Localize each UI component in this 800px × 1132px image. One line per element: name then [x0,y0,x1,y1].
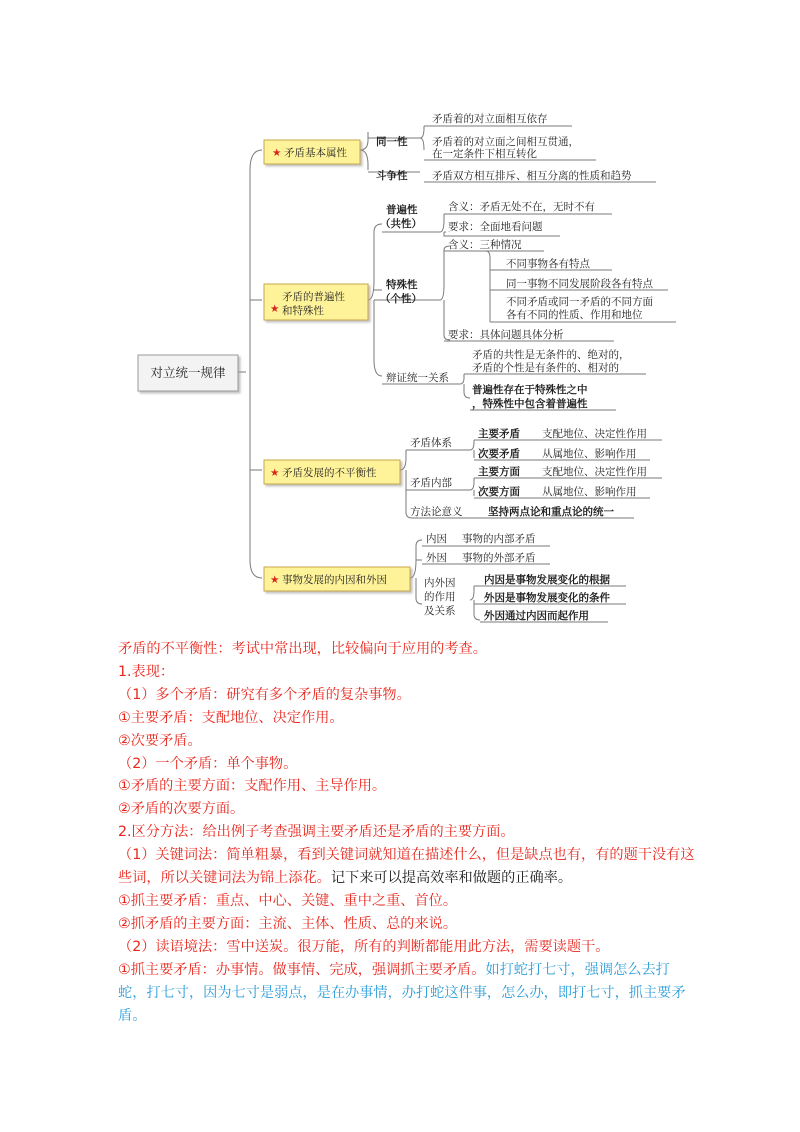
case-3-line2: 各有不同的性质、作用和地位 [506,309,643,321]
note-text: （1）关键词法：简单粗暴，看到关键词就知道在描述什么，但是缺点也有，有的题干没有这些词，所以关键词法为锦上添花。 [118,847,695,887]
minor-aspect: 次要方面 [478,486,520,498]
note-text: 记下来可以提高效率和做题的正确率。 [330,870,573,887]
note-line [118,844,698,890]
branch-box-4 [264,567,410,591]
note-text: ①抓主要矛盾：办事情。做事情、完成，强调抓主要矛盾。 [118,961,486,978]
inner-cause-description: 事物的内部矛盾 [462,533,536,545]
star-icon: ★ [272,147,282,159]
particular-meaning: 含义：三种情况 [448,239,522,251]
relation-1: 内因是事物发展变化的根据 [484,574,610,586]
note-line [118,936,698,959]
particular-label-line2: （个性） [380,293,422,305]
star-icon: ★ [270,467,280,479]
secondary-description: 从属地位、影响作用 [542,448,637,460]
universal-meaning: 含义：矛盾无处不在，无时不有 [448,201,595,213]
branch-3-details [410,427,647,518]
case-2: 同一事物不同发展阶段各有特点 [506,278,653,290]
relation-label-line1: 内外因 [424,577,456,589]
dialectic-leaf-1-line1: 矛盾的共性是无条件的、绝对的， [472,349,630,361]
note-line [118,661,698,684]
particular-requirement: 要求：具体问题具体分析 [448,329,564,341]
relation-label-line2: 的作用 [424,591,456,603]
note-line [118,730,698,753]
note-line [118,959,698,1028]
branch-label-line2: 和特殊性 [282,305,324,317]
note-text: ②矛盾的次要方面。 [118,801,245,818]
note-text: 1.表现： [118,663,175,680]
identity-label: 同一性 [376,136,408,148]
note-text: ①主要矛盾：支配地位、决定作用。 [118,709,344,726]
root-node [138,355,238,391]
star-icon: ★ [270,574,280,586]
main-aspect: 主要方面 [478,466,520,478]
branch-label: 矛盾基本属性 [284,147,347,159]
note-line [118,798,698,821]
note-line [118,821,698,844]
secondary-contradiction: 次要矛盾 [478,448,520,460]
identity-leaf-1: 矛盾着的对立面相互依存 [432,113,548,125]
branch-label: 矛盾发展的不平衡性 [282,467,377,479]
dialectic-leaf-2-line1: 普遍性存在于特殊性之中 [472,384,588,396]
outer-cause-description: 事物的外部矛盾 [462,552,536,564]
inner-cause-label: 内因 [426,533,447,545]
method-description: 坚持两点论和重点论的统一 [488,506,614,518]
principal-description: 支配地位、决定性作用 [542,428,647,440]
outer-cause-label: 外因 [426,552,447,564]
particular-label-line1: 特殊性 [386,279,418,291]
relation-label-line3: 及关系 [424,605,456,617]
principal-contradiction: 主要矛盾 [478,428,520,440]
internal-label: 矛盾内部 [410,477,452,489]
minor-aspect-description: 从属地位、影响作用 [542,486,637,498]
note-line [118,638,698,661]
note-line [118,913,698,936]
relation-2: 外因是事物发展变化的条件 [484,592,610,604]
relation-3: 外因通过内因而起作用 [484,610,589,622]
method-label: 方法论意义 [410,506,463,518]
branch-box-3 [264,460,400,484]
dialectic-leaf-1-line2: 矛盾的个性是有条件的、相对的 [472,362,619,374]
branch-box-2 [264,284,368,320]
study-notes [118,638,698,1027]
branch-label: 事物发展的内因和外因 [282,574,387,586]
system-label: 矛盾体系 [410,437,452,449]
note-text: ②次要矛盾。 [118,732,202,749]
case-1: 不同事物各有特点 [506,258,590,270]
struggle-leaf: 矛盾双方相互排斥、相互分离的性质和趋势 [432,170,632,182]
identity-leaf-2-line1: 矛盾着的对立面之间相互贯通， [432,136,579,148]
universal-label-line1: 普遍性 [386,204,418,216]
note-line [118,684,698,707]
note-line [118,753,698,776]
note-text: ①矛盾的主要方面：支配作用、主导作用。 [118,778,387,795]
note-line [118,775,698,798]
note-text: （2）一个矛盾：单个事物。 [118,755,298,772]
branch-box-1 [264,140,360,164]
branch-label-line1: 矛盾的普遍性 [282,291,345,303]
universal-label-line2: （共性） [380,218,422,230]
note-line [118,890,698,913]
note-text: （2）读语境法：雪中送炭。很万能，所有的判断都能用此方法，需要读题干。 [118,938,610,955]
star-icon: ★ [270,303,280,315]
struggle-label: 斗争性 [376,170,408,182]
main-aspect-description: 支配地位、决定性作用 [542,466,647,478]
note-text: 矛盾的不平衡性：考试中常出现，比较偏向于应用的考查。 [118,641,487,657]
root-label: 对立统一规律 [150,365,226,380]
note-text: ②抓矛盾的主要方面：主流、主体、性质、总的来说。 [118,915,458,932]
note-text: 如打蛇打七寸，强调怎么去打蛇，打七寸，因为七寸是弱点，是在办事情，办打蛇这件事，怎么办，即打七寸，抓主要矛盾。 [118,961,686,1024]
dialectic-leaf-2-line2: ，特殊性中包含着普遍性 [472,398,588,410]
universal-requirement: 要求：全面地看问题 [448,221,543,233]
identity-leaf-2-line2: 在一定条件下相互转化 [432,148,537,160]
case-3-line1: 不同矛盾或同一矛盾的不同方面 [506,296,653,308]
note-text: 2.区分方法：给出例子考查强调主要矛盾还是矛盾的主要方面。 [118,824,515,841]
note-text: （1）多个矛盾：研究有多个矛盾的复杂事物。 [118,686,411,703]
note-line [118,707,698,730]
note-text: ①抓主要矛盾：重点、中心、关键、重中之重、首位。 [118,892,458,909]
dialectic-label: 辩证统一关系 [386,372,449,384]
